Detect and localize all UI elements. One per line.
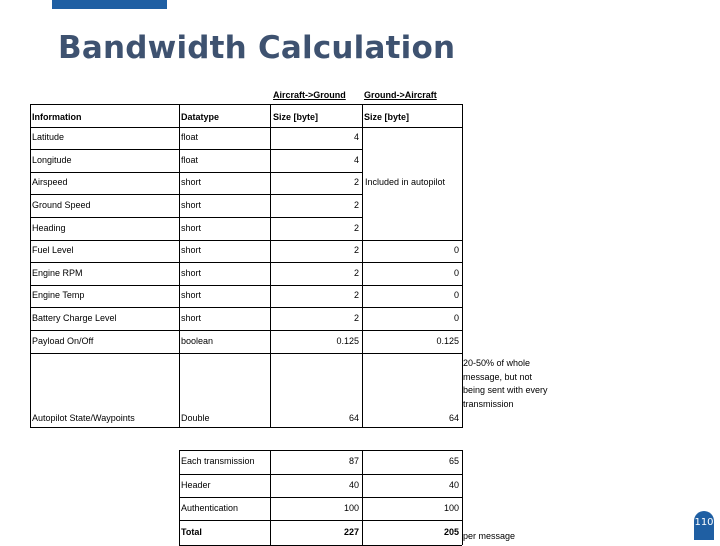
merged-note-autopilot: Included in autopilot: [365, 177, 446, 187]
grid-line: [270, 104, 271, 428]
table-cell-information: Engine RPM: [32, 268, 83, 278]
summary-cell-label: Authentication: [181, 503, 239, 513]
table-cell-datatype: short: [181, 313, 202, 323]
grid-line: [179, 497, 462, 498]
table-cell-information: Fuel Level: [32, 245, 74, 255]
table-cell-datatype: short: [181, 223, 202, 233]
table-cell-size-g2a: 0: [453, 268, 459, 278]
table-cell-information: Longitude: [32, 155, 72, 165]
summary-cell-label: Each transmission: [181, 456, 255, 466]
table-cell-datatype: boolean: [181, 336, 214, 346]
header-aircraft-ground: Aircraft->Ground: [273, 90, 346, 100]
table-cell-datatype: short: [181, 245, 202, 255]
table-cell-size-g2a: 0: [453, 290, 459, 300]
table-cell-information: Ground Speed: [32, 200, 91, 210]
grid-line: [362, 104, 363, 428]
col-header-size-a2g: Size [byte]: [273, 112, 319, 122]
slide-number-badge: 110: [694, 511, 714, 540]
summary-cell-g2a: 100: [443, 503, 459, 513]
top-accent-bar: [52, 0, 167, 9]
grid-line: [179, 474, 462, 475]
grid-line: [30, 307, 463, 308]
grid-line: [30, 285, 463, 286]
table-cell-datatype: float: [181, 132, 199, 142]
grid-line: [30, 262, 463, 263]
table-cell-information: Latitude: [32, 132, 65, 142]
summary-cell-label: Header: [181, 480, 211, 490]
table-cell-information: Autopilot State/Waypoints: [32, 413, 135, 423]
table-cell-size-g2a: 0: [453, 313, 459, 323]
grid-line: [30, 149, 362, 150]
grid-line: [462, 104, 463, 428]
grid-line: [179, 450, 180, 545]
table-cell-size-g2a: 0.125: [436, 336, 459, 346]
table-cell-information: Payload On/Off: [32, 336, 94, 346]
grid-line: [179, 450, 462, 451]
slide-title: Bandwidth Calculation: [58, 30, 456, 66]
grid-line: [30, 194, 362, 195]
table-cell-size-a2g: 2: [353, 268, 359, 278]
summary-cell-g2a: 40: [448, 480, 459, 490]
table-cell-size-a2g: 64: [348, 413, 359, 423]
table-cell-size-a2g: 0.125: [336, 336, 359, 346]
table-cell-datatype: short: [181, 290, 202, 300]
col-header-size-g2a: Size [byte]: [364, 112, 410, 122]
table-cell-size-a2g: 2: [353, 177, 359, 187]
grid-line: [30, 104, 31, 428]
col-header-information: Information: [32, 112, 82, 122]
grid-line: [30, 217, 362, 218]
grid-line: [179, 520, 462, 521]
summary-cell-label: Total: [181, 527, 202, 537]
table-cell-datatype: Double: [181, 413, 210, 423]
total-note: per message: [463, 531, 516, 541]
table-cell-information: Airspeed: [32, 177, 68, 187]
table-cell-size-a2g: 2: [353, 290, 359, 300]
grid-line: [30, 240, 463, 241]
table-cell-datatype: short: [181, 200, 202, 210]
grid-line: [30, 353, 463, 354]
grid-line: [30, 330, 463, 331]
grid-line: [30, 172, 362, 173]
grid-line: [462, 450, 463, 545]
header-ground-aircraft: Ground->Aircraft: [364, 90, 437, 100]
summary-cell-a2g: 227: [343, 527, 359, 537]
table-cell-size-g2a: 64: [448, 413, 459, 423]
col-header-datatype: Datatype: [181, 112, 220, 122]
table-cell-information: Engine Temp: [32, 290, 85, 300]
summary-cell-a2g: 100: [343, 503, 359, 513]
table-cell-size-a2g: 2: [353, 245, 359, 255]
table-cell-information: Battery Charge Level: [32, 313, 117, 323]
table-cell-size-a2g: 2: [353, 313, 359, 323]
grid-line: [179, 104, 180, 428]
autopilot-note: 20-50% of whole message, but not being sent with every transmission: [463, 358, 548, 409]
summary-cell-a2g: 87: [348, 456, 359, 466]
table-cell-size-g2a: 0: [453, 245, 459, 255]
table-cell-size-a2g: 4: [353, 155, 359, 165]
summary-cell-g2a: 65: [448, 456, 459, 466]
summary-cell-g2a: 205: [443, 527, 459, 537]
table-cell-size-a2g: 2: [353, 200, 359, 210]
table-cell-datatype: short: [181, 177, 202, 187]
table-cell-datatype: short: [181, 268, 202, 278]
table-cell-size-a2g: 4: [353, 132, 359, 142]
summary-cell-a2g: 40: [348, 480, 359, 490]
table-cell-size-a2g: 2: [353, 223, 359, 233]
table-cell-datatype: float: [181, 155, 199, 165]
grid-line: [30, 427, 463, 428]
grid-line: [30, 104, 463, 105]
grid-line: [30, 127, 463, 128]
table-cell-information: Heading: [32, 223, 66, 233]
